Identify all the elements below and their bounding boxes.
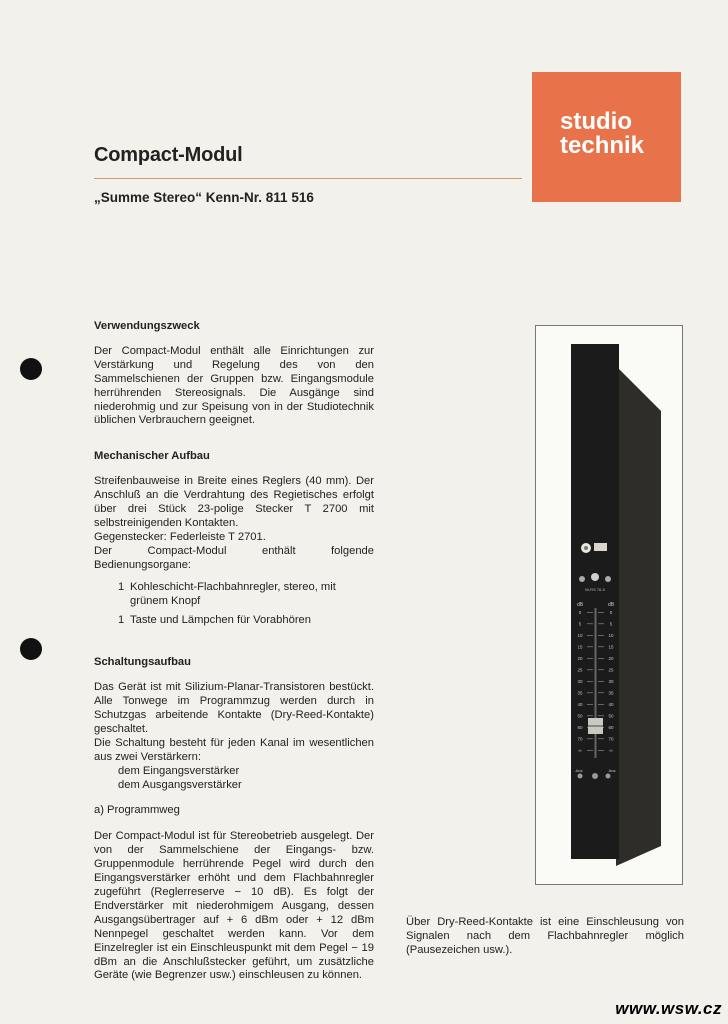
paragraph-programmweg: Der Compact-Modul ist für Stereobetrieb ausgelegt. Der von der Sammelschiene der Eingangs- bzw. Gruppenmodule herrührende Pegel wird durch den Eingangsverstärker erhöht und dem Flachbahnregler zugeführt (Reglerreserve − 10 dB). Es folgt der Endverstärker mit niederohmigem Ausgang, dessen Ausgangsübertrager auf + 6 dBm oder + 12 dBm Nennpegel geschaltet werden kann. Vor dem Einzelregler ist ein Einschleuspunkt mit dem Pegel − 19 dBm an die Anschlußstecker geführt, um zusätzliche Geräte (wie Begrenzer usw.) einschleusen zu können. [94,830,374,982]
fader-scale-tick [598,693,604,694]
fader-scale-label: 70 [577,736,583,742]
fader-scale-tick [587,670,593,671]
fader-scale-tick [598,750,604,751]
paragraph-aufbau-3: Der Compact-Modul enthält folgende Bedienungsorgane: [94,544,374,571]
fader-scale-tick [587,693,593,694]
fader-scale-tick [587,739,593,740]
fader-scale-tick [598,635,604,636]
fader-scale-label: 0 [609,610,613,615]
fader-scale-label: 70 [608,736,614,742]
fader-scale-label: 15 [608,644,614,650]
fader-scale-tick [587,704,593,705]
paragraph-schaltung-1: Das Gerät ist mit Silizium-Planar-Transistoren bestückt. Alle Tonwege im Programmzug werden durch in Schutzgas arbeitende Kontakte (Dry-Reed-Kontakte) geschaltet. [94,681,374,735]
fader-scale-label: 50 [577,713,583,719]
fader-scale-label: 15 [577,644,583,650]
fader-scale-label: 20 [608,656,614,661]
fader-scale-label: 5 [609,621,613,627]
punch-hole-bottom [20,638,42,660]
fader-scale-label: ∞ [578,748,582,753]
fader-scale-label: 25 [608,667,614,673]
subheading-programmweg: a) Programmweg [94,804,180,817]
button-center-icon [584,546,588,550]
logo-line-1: studio [560,108,632,135]
page-subtitle: „Summe Stereo“ Kenn-Nr. 811 516 [94,190,314,205]
list-item-number: 1 [118,580,125,593]
aus-label-left: Aus [575,768,583,773]
fader-scale-label: 10 [608,633,614,638]
list-item [118,581,374,609]
fader-scale-tick [598,647,604,648]
fader-scale-tick [598,681,604,682]
fader-scale-label: 30 [577,679,583,684]
fader-scale-tick [598,658,604,659]
fader-slot [595,608,597,758]
title-rule [94,178,522,179]
punch-hole-top [20,358,42,380]
fader-scale-tick [587,647,593,648]
fader-scale-label: 60 [577,725,583,730]
trim-knob-icon [591,573,599,581]
fader-scale-label: 40 [577,702,583,707]
fader-scale-label: 60 [608,725,614,730]
page-title: Compact-Modul [94,144,243,166]
list-item-text: Taste und Lämpchen für Vorabhören [130,614,311,627]
module-model-label: W-RS 76-5 [585,587,605,592]
fader-scale-label: 5 [578,621,582,627]
fader-scale-label: 50 [608,713,614,719]
fader-scale-tick [598,704,604,705]
fader-scale-tick [587,624,593,625]
fader-scale-label: 35 [608,690,614,696]
fader-scale-tick [587,635,593,636]
heading-schaltungsaufbau: Schaltungsaufbau [94,656,191,669]
prelisten-lamp-icon [594,543,607,551]
paragraph-aufbau-1: Streifenbauweise in Breite eines Reglers (40 mm). Der Anschluß an die Verdrahtung des Regietisches erfolgt über drei Stück 23-polige Stecker T 2700 mit selbstreinigenden Kontakten. [94,475,374,529]
fader-scale-label: 35 [577,690,583,696]
fader-scale-tick [587,658,593,659]
fader-scale-label: 0 [578,610,582,615]
screw-icon [605,576,611,582]
fader-scale-tick [587,750,593,751]
fader-scale-tick [598,716,604,717]
fader-knob-line [588,725,603,727]
fader-scale-tick [598,739,604,740]
studio-technik-logo [532,72,681,202]
fader-scale-tick [598,670,604,671]
screw-icon [579,576,585,582]
fader-scale-label: 20 [577,656,583,661]
fader-scale-label: ∞ [609,748,613,753]
main-text-column [94,320,374,983]
fader-scale-tick [587,716,593,717]
fader-scale-label: 30 [608,679,614,684]
list-item [118,614,374,628]
db-label-right: dB [607,602,615,608]
module-photo [535,325,683,885]
module-side-panel [616,366,661,866]
fader-scale-label: 40 [608,702,614,707]
aus-label-right: Aus [608,768,616,773]
screw-icon [592,773,598,779]
paragraph-schaltung-2: Die Schaltung besteht für jeden Kanal im wesentlichen aus zwei Verstärkern: [94,736,374,763]
paragraph-verwendungszweck: Der Compact-Modul enthält alle Einrichtungen zur Verstärkung und Regelung des von den Sammelschienen der Gruppen bzw. Eingangsmodule herrührenden Stereosignals. Die Ausgänge sind niederohmig und zur Speisung von in der Studiotechnik üblichen Verbrauchern geeignet. [94,344,374,427]
fader-scale-tick [587,681,593,682]
photo-caption: Über Dry-Reed-Kontakte ist eine Einschleusung von Signalen nach dem Flachbahnregler möglich (Pausezeichen usw.). [406,916,684,956]
fader-scale-label: 25 [577,667,583,673]
screw-icon [606,774,611,779]
screw-icon [578,774,583,779]
module-illustration [536,326,682,884]
db-label-left: dB [576,602,584,608]
fader-scale-tick [587,612,593,613]
watermark: www.wsw.cz [615,999,722,1018]
list-item-text: Kohleschicht-Flachbahnregler, stereo, mit grünem Knopf [130,580,336,607]
amplifier-item: dem Ausgangsverstärker [118,778,242,791]
paragraph-aufbau-2: Gegenstecker: Federleiste T 2701. [94,530,266,543]
controls-list [118,581,374,629]
heading-mechanischer-aufbau: Mechanischer Aufbau [94,450,210,463]
heading-verwendungszweck: Verwendungszweck [94,320,200,332]
list-item-number: 1 [118,614,125,627]
fader-scale-tick [598,624,604,625]
amplifier-list [118,765,374,793]
logo-line-2: technik [560,132,645,159]
fader-scale-label: 10 [577,633,583,638]
fader-scale-tick [598,612,604,613]
amplifier-item: dem Eingangsverstärker [118,764,240,777]
